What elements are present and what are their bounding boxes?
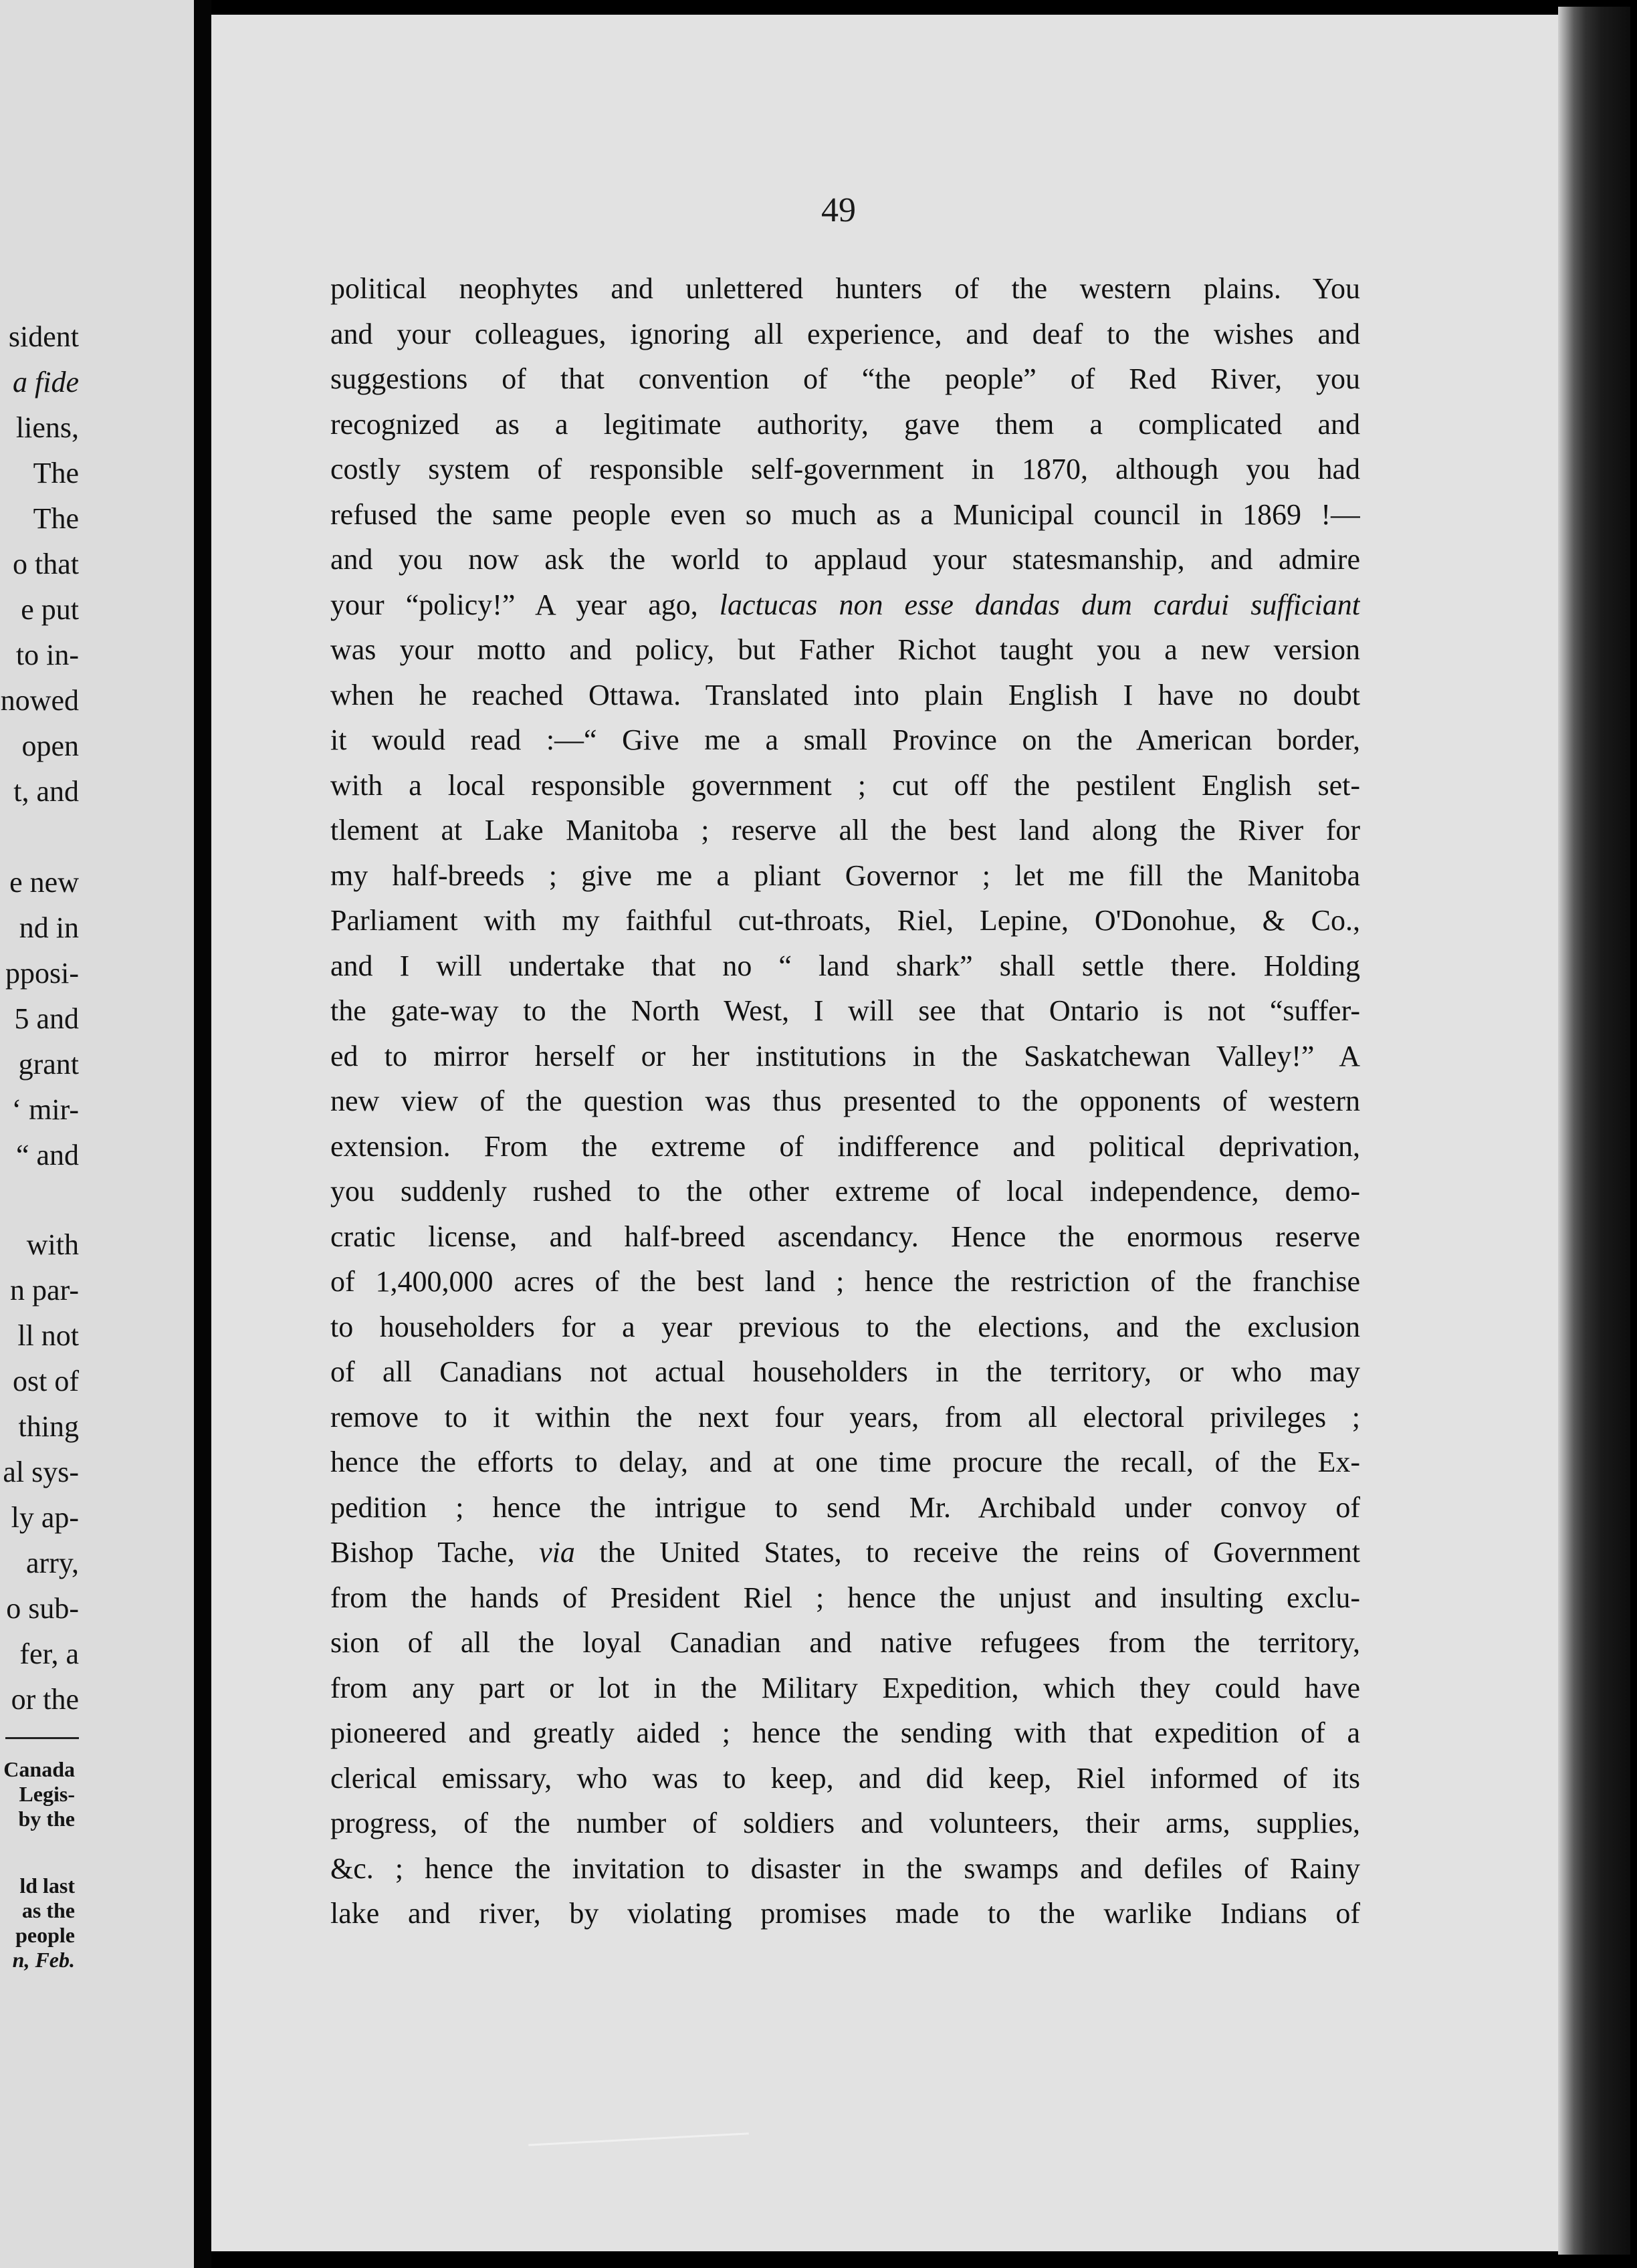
text-segment: suggestions of that convention of “the people” of Red River, you <box>330 362 1360 395</box>
text-segment: costly system of responsible self-government in 1870, although you had <box>330 453 1360 485</box>
text-line <box>330 1620 1360 1666</box>
text-line <box>330 1214 1360 1260</box>
previous-page-fragment: e new <box>9 866 79 899</box>
text-line <box>330 1079 1360 1124</box>
previous-page-footnote-line: ld last <box>19 1874 75 1898</box>
text-line <box>330 1530 1360 1575</box>
text-segment: remove to it within the next four years, from all electoral privileges ; <box>330 1400 1360 1434</box>
text-segment: when he reached Ottawa. Translated into plain English I have no doubt <box>330 678 1360 711</box>
text-line <box>330 988 1360 1034</box>
text-segment: clerical emissary, who was to keep, and did keep, Riel informed of its <box>330 1761 1360 1795</box>
text-segment: political neophytes and unlettered hunters of the western plains. You <box>330 272 1360 305</box>
previous-page-fragment: fer, a <box>19 1637 79 1670</box>
text-line <box>330 898 1360 943</box>
previous-page-footnote-line: people <box>15 1923 75 1947</box>
previous-page-fragment: o that <box>13 548 79 580</box>
previous-page-fragment: n par- <box>10 1274 79 1307</box>
previous-page-footnote-line: n, Feb. <box>12 1948 75 1972</box>
previous-page-fragment: sident <box>8 320 79 353</box>
text-line <box>330 1305 1360 1350</box>
text-line <box>330 1169 1360 1214</box>
text-segment: extension. From the extreme of indifference and political deprivation, <box>330 1129 1360 1163</box>
text-line <box>330 537 1360 582</box>
italic-phrase: via <box>539 1536 575 1569</box>
previous-page-fragment: ‘ mir- <box>11 1093 79 1126</box>
text-segment: of all Canadians not actual householders in the territory, or who may <box>330 1355 1360 1388</box>
previous-page-fragment: open <box>21 729 79 762</box>
text-segment: Bishop Tache, <box>330 1536 540 1569</box>
text-segment: you suddenly rushed to the other extreme of local independence, demo- <box>330 1175 1360 1208</box>
text-line <box>330 1666 1360 1711</box>
text-segment: tlement at Lake Manitoba ; reserve all the best land along the River for <box>330 814 1360 846</box>
text-segment: lake and river, by violating promises made to the warlike Indians of <box>330 1897 1360 1930</box>
text-line <box>330 1891 1360 1936</box>
text-segment: and your colleagues, ignoring all experience, and deaf to the wishes and <box>330 317 1360 350</box>
text-line <box>330 582 1360 628</box>
text-segment: pedition ; hence the intrigue to send Mr. Archibald under convoy of <box>330 1490 1360 1524</box>
previous-page-fragment: ly ap- <box>11 1501 79 1534</box>
text-segment: ed to mirror herself or her institutions in the Saskatchewan Valley!” A <box>330 1039 1360 1072</box>
text-segment: of 1,400,000 acres of the best land ; hence the restriction of the franchise <box>330 1265 1360 1298</box>
text-segment: from the hands of President Riel ; hence the unjust and insulting exclu- <box>330 1581 1360 1614</box>
body-text <box>330 266 1360 1936</box>
previous-page-edge <box>0 0 194 2268</box>
italic-phrase: lactucas non esse dandas dum cardui sufficiant <box>719 588 1360 621</box>
previous-page-fragment: al sys- <box>3 1456 79 1488</box>
previous-page-fragment: The <box>33 502 79 535</box>
text-segment: the gate-way to the North West, I will see that Ontario is not “suffer- <box>330 994 1360 1027</box>
text-segment: &c. ; hence the invitation to disaster in the swamps and defiles of Rainy <box>330 1851 1360 1885</box>
text-line <box>330 356 1360 402</box>
text-line <box>330 673 1360 718</box>
text-line <box>330 853 1360 899</box>
text-segment: and I will undertake that no “ land shark” shall settle there. Holding <box>330 949 1360 982</box>
book-gutter <box>194 0 211 2268</box>
text-line <box>330 943 1360 989</box>
text-segment: your “policy!” A year ago, <box>330 588 720 621</box>
previous-page-fragment: liens, <box>15 411 79 444</box>
text-segment: my half-breeds ; give me a pliant Governor ; let me fill the Manitoba <box>330 859 1360 892</box>
previous-page-fragment: a fide <box>13 366 79 399</box>
previous-page-footnote-line: Legis- <box>19 1782 75 1806</box>
text-line <box>330 1485 1360 1530</box>
text-segment: Parliament with my faithful cut-throats, Riel, Lepine, O'Donohue, & Co., <box>330 904 1360 937</box>
text-line <box>330 1259 1360 1305</box>
previous-page-fragment: ost of <box>13 1365 79 1397</box>
previous-page-footnote-line: Canada <box>3 1757 75 1781</box>
previous-page-fragment: o sub- <box>6 1592 79 1625</box>
text-line <box>330 1846 1360 1892</box>
previous-page-fragment: pposi- <box>5 957 79 990</box>
text-segment: with a local responsible government ; cut off the pestilent English set- <box>330 768 1360 802</box>
text-segment: and you now ask the world to applaud your statesmanship, and admire <box>330 543 1360 576</box>
previous-page-fragment: The <box>33 457 79 489</box>
text-line <box>330 312 1360 357</box>
text-line <box>330 492 1360 538</box>
text-segment: hence the efforts to delay, and at one time procure the recall, of the Ex- <box>330 1446 1360 1478</box>
previous-page-fragment: ll not <box>17 1319 79 1352</box>
text-line <box>330 627 1360 673</box>
text-line <box>330 763 1360 808</box>
previous-page-fragment: to in- <box>15 639 79 671</box>
page-number: 49 <box>821 191 856 229</box>
text-segment: to householders for a year previous to the elections, and the exclusion <box>330 1310 1360 1343</box>
text-segment: the United States, to receive the reins of Government <box>574 1536 1360 1569</box>
text-line <box>330 1440 1360 1485</box>
previous-page-fragment: nowed <box>0 684 79 717</box>
previous-page-fragment: grant <box>18 1048 79 1081</box>
footnote-rule <box>5 1737 79 1739</box>
previous-page-footnote-line: as the <box>21 1898 75 1922</box>
text-line <box>330 1349 1360 1395</box>
text-segment: sion of all the loyal Canadian and native refugees from the territory, <box>330 1626 1360 1659</box>
text-line <box>330 1756 1360 1801</box>
text-line <box>330 717 1360 763</box>
text-segment: recognized as a legitimate authority, gave them a complicated and <box>330 407 1360 441</box>
previous-page-fragment: arry, <box>26 1547 79 1579</box>
text-line <box>330 266 1360 312</box>
previous-page-fragment: with <box>26 1228 79 1261</box>
text-line <box>330 1575 1360 1621</box>
text-segment: from any part or lot in the Military Expedition, which they could have <box>330 1671 1360 1704</box>
previous-page-fragment: t, and <box>13 775 79 808</box>
previous-page-fragment: “ and <box>15 1139 79 1171</box>
text-segment: was your motto and policy, but Father Richot taught you a new version <box>330 633 1360 666</box>
text-line <box>330 1801 1360 1846</box>
text-segment: it would read :—“ Give me a small Province on the American border, <box>330 723 1360 756</box>
previous-page-fragment: e put <box>21 593 79 626</box>
text-segment: refused the same people even so much as a Municipal council in 1869 !— <box>330 497 1360 531</box>
previous-page-fragment: thing <box>18 1410 79 1443</box>
text-line <box>330 808 1360 853</box>
previous-page-fragment: 5 and <box>14 1002 79 1035</box>
text-segment: progress, of the number of soldiers and volunteers, their arms, supplies, <box>330 1807 1360 1839</box>
page-stack-edges <box>1558 7 1630 2255</box>
text-segment: cratic license, and half-breed ascendancy. Hence the enormous reserve <box>330 1220 1360 1253</box>
text-segment: pioneered and greatly aided ; hence the sending with that expedition of a <box>330 1716 1360 1749</box>
previous-page-fragment: nd in <box>19 911 79 944</box>
text-line <box>330 447 1360 492</box>
text-line <box>330 1710 1360 1756</box>
text-line <box>330 1395 1360 1440</box>
text-line <box>330 1124 1360 1169</box>
previous-page-fragment: or the <box>11 1683 79 1716</box>
previous-page-footnote-line: by the <box>18 1807 75 1831</box>
text-line <box>330 1034 1360 1079</box>
text-segment: new view of the question was thus presented to the opponents of western <box>330 1085 1360 1117</box>
text-line <box>330 402 1360 447</box>
